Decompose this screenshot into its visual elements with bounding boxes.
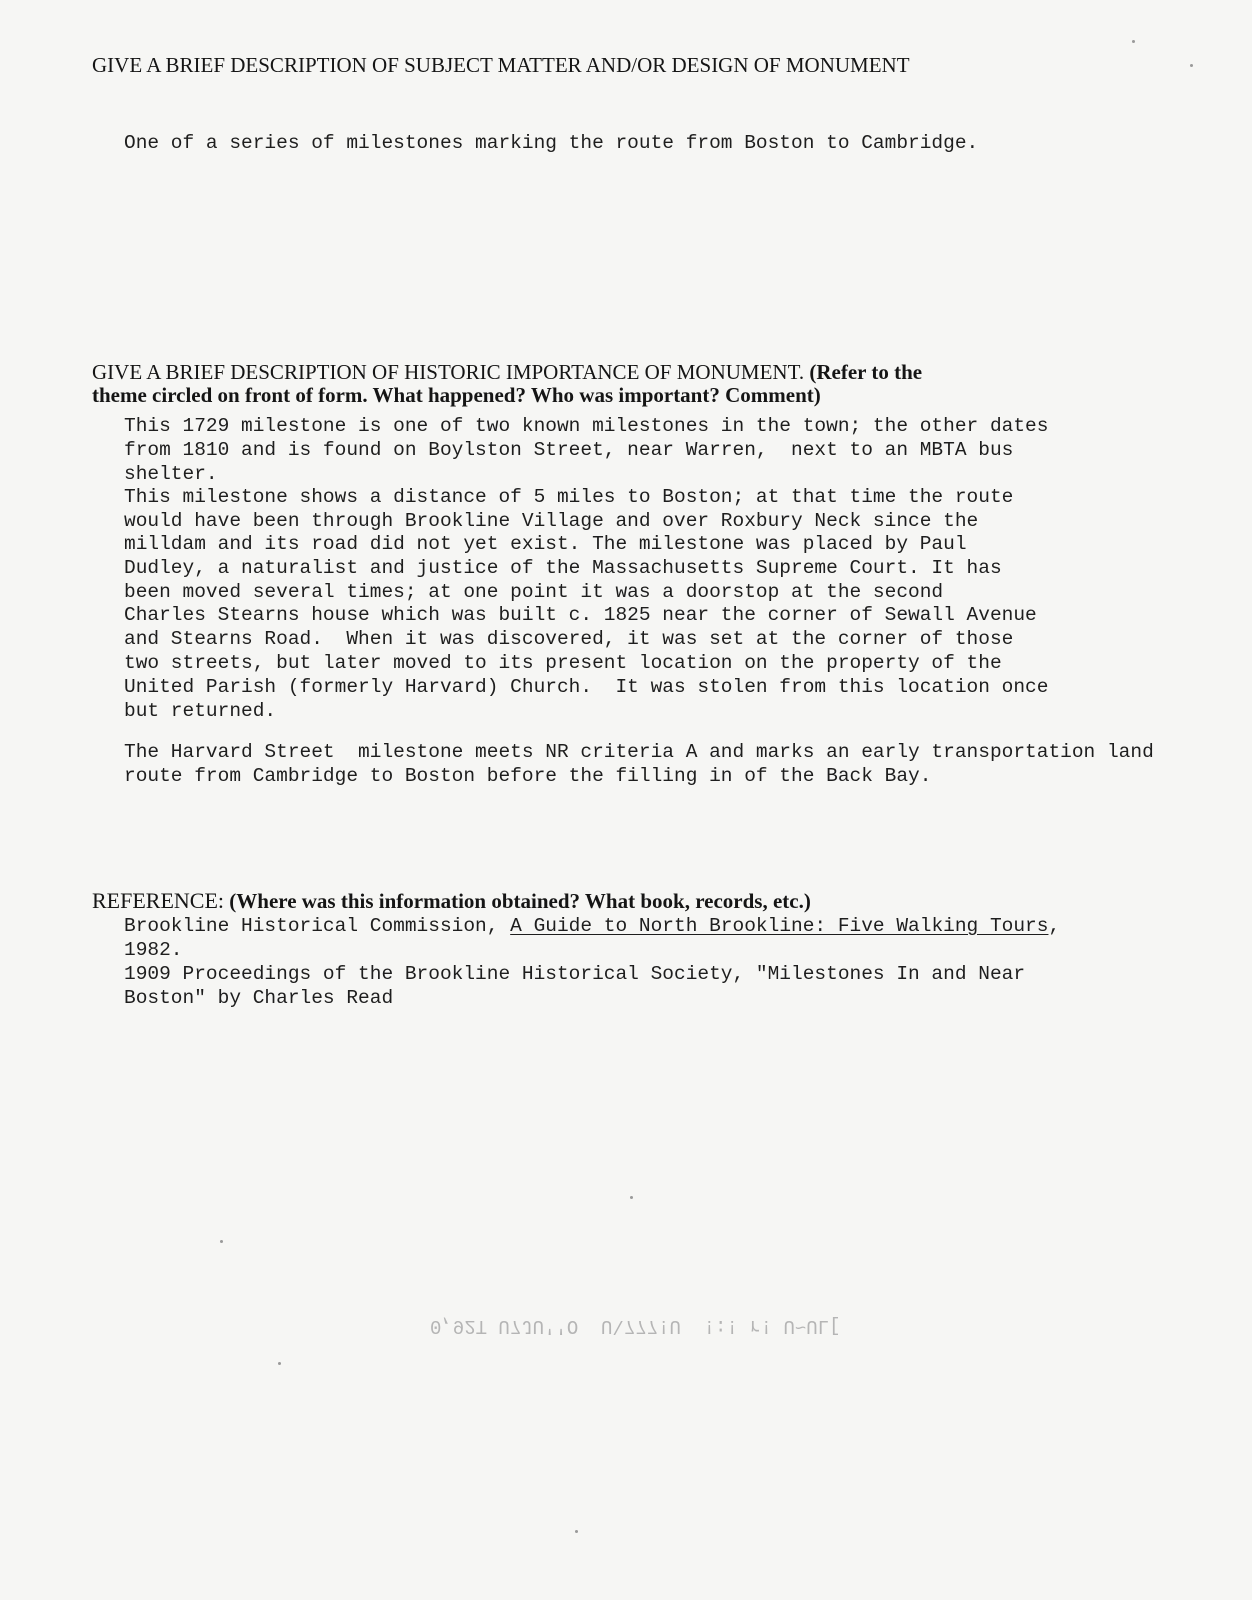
scan-speck — [220, 1240, 223, 1243]
scan-speck — [575, 1530, 578, 1533]
scan-speck — [1190, 64, 1193, 67]
text-line: and Stearns Road. When it was discovered, it was set at the corner of those — [124, 628, 1014, 650]
scan-speck — [278, 1362, 281, 1365]
text-line: milldam and its road did not yet exist. The milestone was placed by Paul — [124, 533, 967, 555]
bleed-through-text: 0,92T U7JU''O U\777!U !:! r! U~UL[ — [430, 1315, 841, 1337]
reference-1-title: A Guide to North Brookline: Five Walking Tours — [510, 915, 1049, 937]
text-line: This milestone shows a distance of 5 miles to Boston; at that time the route — [124, 486, 1014, 508]
subject-heading: GIVE A BRIEF DESCRIPTION OF SUBJECT MATTER AND/OR DESIGN OF MONUMENT — [92, 53, 910, 77]
reference-heading — [92, 889, 811, 913]
reference-1-line2: 1982. — [124, 939, 183, 961]
historic-heading-line2: theme circled on front of form. What happened? Who was important? Comment) — [92, 383, 821, 407]
reference-1-prefix: Brookline Historical Commission, — [124, 915, 511, 937]
subject-body: One of a series of milestones marking the route from Boston to Cambridge. — [124, 132, 979, 154]
reference-1-suffix: , — [1048, 915, 1061, 937]
historic-heading-main: GIVE A BRIEF DESCRIPTION OF HISTORIC IMPORTANCE OF MONUMENT. — [92, 360, 805, 384]
text-line: would have been through Brookline Village and over Roxbury Neck since the — [124, 510, 979, 532]
scan-speck — [1132, 40, 1135, 43]
historic-heading-line1 — [92, 360, 922, 384]
text-line: The Harvard Street milestone meets NR criteria A and marks an early transportation land — [124, 741, 1154, 763]
historic-heading-paren: (Refer to the — [809, 360, 923, 384]
reference-2-line2: Boston" by Charles Read — [124, 987, 394, 1009]
reference-heading-rest: (Where was this information obtained? What book, records, etc.) — [229, 889, 811, 913]
text-line: two streets, but later moved to its present location on the property of the — [124, 652, 1002, 674]
text-line: Dudley, a naturalist and justice of the Massachusetts Supreme Court. It has — [124, 557, 1002, 579]
text-line: route from Cambridge to Boston before the filling in of the Back Bay. — [124, 765, 932, 787]
reference-label: REFERENCE: — [92, 888, 225, 913]
scan-speck — [630, 1196, 633, 1199]
text-line: Charles Stearns house which was built c. 1825 near the corner of Sewall Avenue — [124, 604, 1037, 626]
reference-1-line1 — [124, 914, 1060, 938]
text-line: from 1810 and is found on Boylston Street, near Warren, next to an MBTA bus — [124, 439, 1014, 461]
text-line: United Parish (formerly Harvard) Church. It was stolen from this location once — [124, 676, 1049, 698]
text-line: This 1729 milestone is one of two known milestones in the town; the other dates — [124, 415, 1049, 437]
text-line: been moved several times; at one point it was a doorstop at the second — [124, 581, 944, 603]
text-line: but returned. — [124, 700, 277, 722]
text-line: shelter. — [124, 463, 218, 485]
reference-2-line1: 1909 Proceedings of the Brookline Historical Society, "Milestones In and Near — [124, 963, 1026, 985]
